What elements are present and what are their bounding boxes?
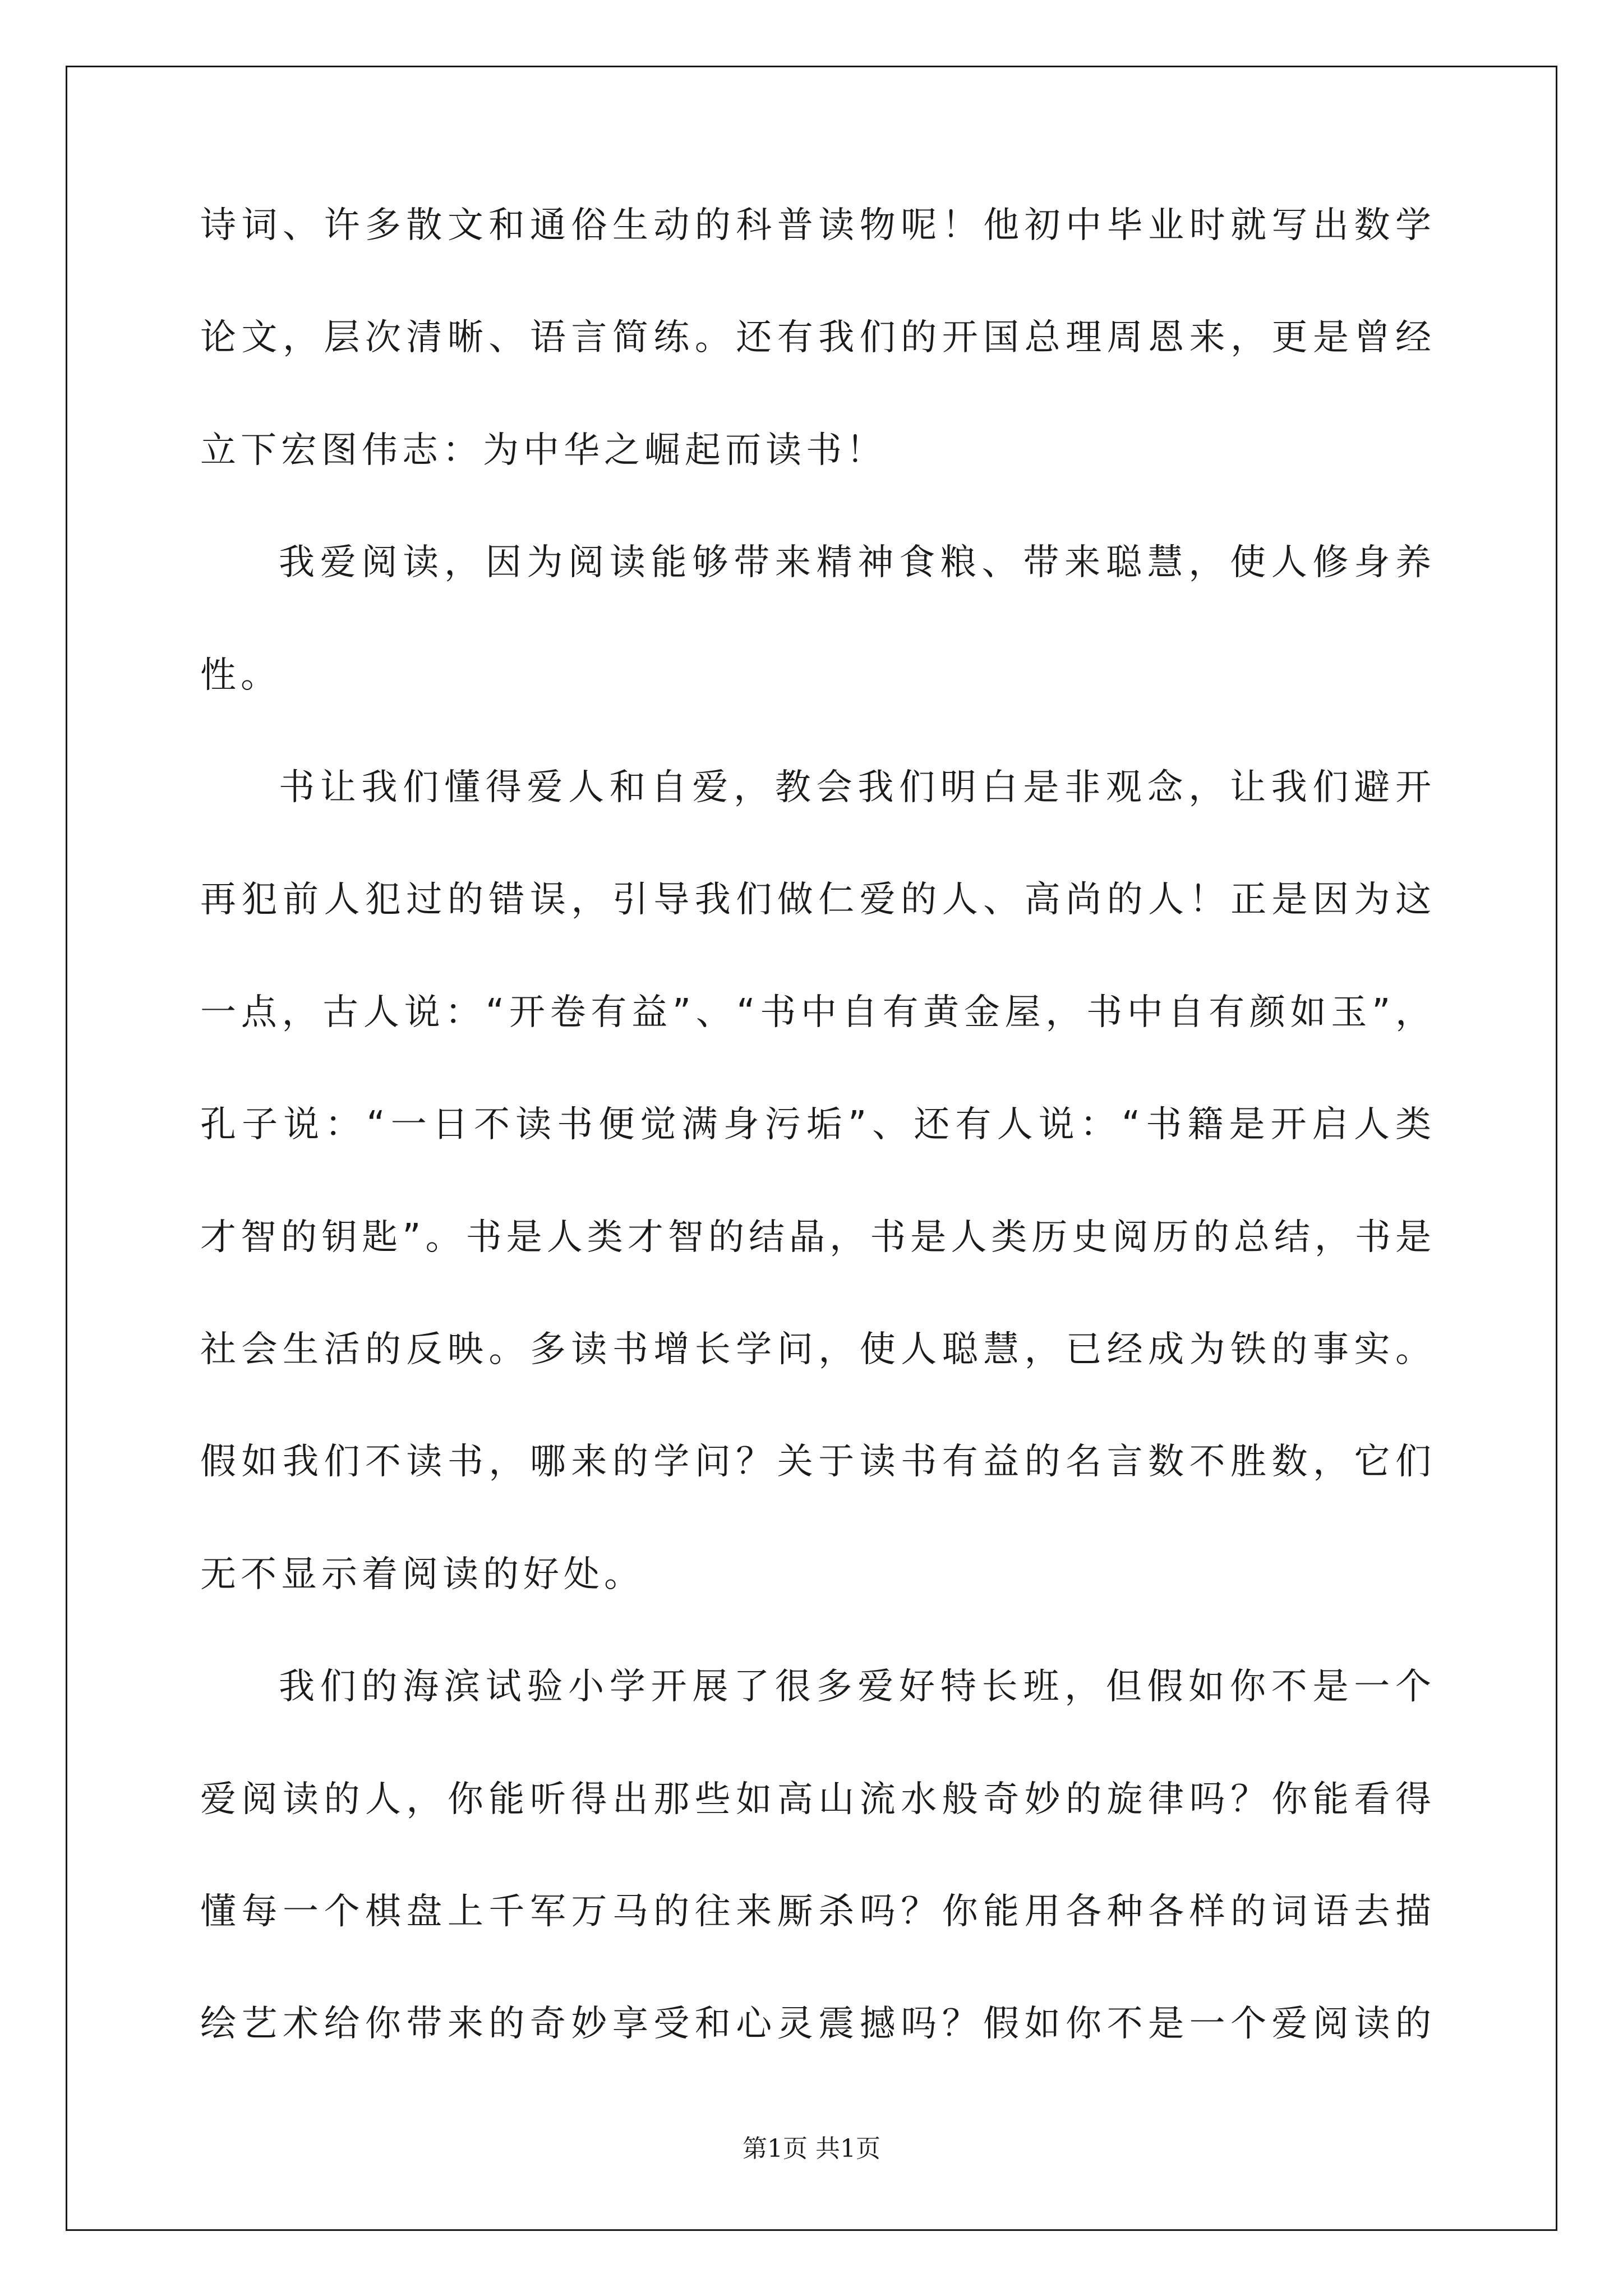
text-line: 性。: [200, 654, 281, 696]
text-line: 立下宏图伟志：为中华之崛起而读书！: [200, 429, 887, 471]
text-line: 论文，层次清晰、语言简练。还有我们的开国总理周恩来，更是曾经: [200, 317, 1431, 359]
paragraph-first-line: 我爱阅读，因为阅读能够带来精神食粮、带来聪慧，使人修身养: [279, 542, 1431, 584]
text-line: 再犯前人犯过的错误，引导我们做仁爱的人、高尚的人！正是因为这: [200, 879, 1431, 921]
text-line: 无不显示着阅读的好处。: [200, 1553, 644, 1595]
text-line: 爱阅读的人，你能听得出那些如高山流水般奇妙的旋律吗？你能看得: [200, 1778, 1431, 1820]
text-line: 绘艺术给你带来的奇妙享受和心灵震撼吗？假如你不是一个爱阅读的: [200, 2003, 1431, 2045]
text-line: 一点，古人说：“开卷有益”、“书中自有黄金屋，书中自有颜如玉”，: [200, 991, 1431, 1033]
paragraph-first-line: 我们的海滨试验小学开展了很多爱好特长班，但假如你不是一个: [279, 1666, 1431, 1708]
page-footer: 第1页 共1页: [743, 2134, 880, 2163]
text-line: 假如我们不读书，哪来的学问？关于读书有益的名言数不胜数，它们: [200, 1441, 1431, 1483]
paragraph-first-line: 书让我们懂得爱人和自爱，教会我们明白是非观念，让我们避开: [279, 767, 1431, 808]
text-line: 诗词、许多散文和通俗生动的科普读物呢！他初中毕业时就写出数学: [200, 205, 1431, 246]
text-line: 懂每一个棋盘上千军万马的往来厮杀吗？你能用各种各样的词语去描: [200, 1891, 1431, 1932]
text-line: 社会生活的反映。多读书增长学问，使人聪慧，已经成为铁的事实。: [200, 1329, 1431, 1370]
text-line: 孔子说：“一日不读书便觉满身污垢”、还有人说：“书籍是开启人类: [200, 1104, 1431, 1146]
text-line: 才智的钥匙”。书是人类才智的结晶，书是人类历史阅历的总结，书是: [200, 1216, 1431, 1258]
